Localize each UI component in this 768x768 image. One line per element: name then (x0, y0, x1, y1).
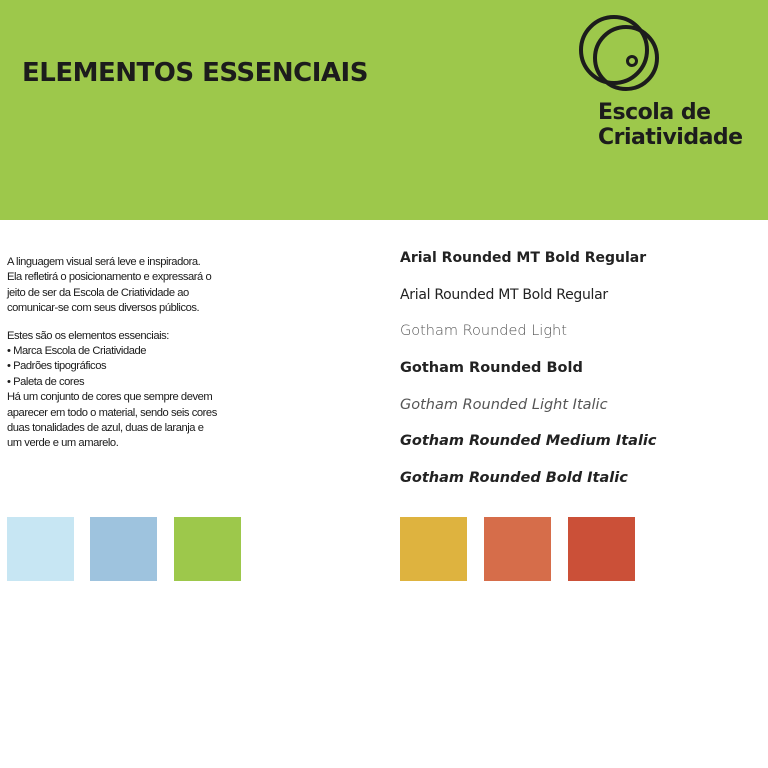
intro-line: duas tonalidades de azul, duas de laranja e (7, 422, 204, 435)
intro-line: • Marca Escola de Criatividade (7, 345, 147, 358)
color-swatch-blue (90, 517, 157, 581)
concentric-circles-logo-icon (576, 12, 666, 96)
logo-line-1: Escola de (598, 100, 711, 125)
font-sample-gotham-light-italic: Gotham Rounded Light Italic (400, 397, 608, 413)
color-swatch-red (568, 517, 635, 581)
intro-line: Há um conjunto de cores que sempre devem (7, 391, 213, 404)
intro-line: jeito de ser da Escola de Criatividade ao (7, 286, 189, 299)
color-swatch-green (174, 517, 241, 581)
intro-line: Ela refletirá o posicionamento e expressará o (7, 271, 212, 284)
intro-line: • Paleta de cores (7, 375, 85, 388)
font-sample-gotham-bold-italic: Gotham Rounded Bold Italic (400, 470, 628, 486)
font-sample-gotham-light: Gotham Rounded Light (400, 323, 567, 339)
font-sample-gotham-medium-italic: Gotham Rounded Medium Italic (400, 433, 657, 449)
logo-line-2: Criatividade (598, 125, 743, 150)
color-swatch-yellow (400, 517, 467, 581)
intro-text (7, 255, 257, 452)
font-sample-arial-rounded-regular: Arial Rounded MT Bold Regular (400, 287, 608, 303)
intro-line: um verde e um amarelo. (7, 437, 119, 450)
intro-line: A linguagem visual será leve e inspiradora. (7, 256, 201, 268)
header-banner (0, 0, 768, 220)
font-sample-arial-rounded-bold: Arial Rounded MT Bold Regular (400, 250, 647, 266)
intro-line: comunicar-se com seus diversos públicos. (7, 302, 200, 315)
color-swatch-light-blue (7, 517, 74, 581)
intro-line: aparecer em todo o material, sendo seis cores (7, 406, 217, 419)
logo-wordmark (598, 100, 743, 150)
font-sample-gotham-bold: Gotham Rounded Bold (400, 360, 583, 376)
intro-line: • Padrões tipográficos (7, 360, 107, 373)
intro-line: Estes são os elementos essenciais: (7, 329, 169, 342)
color-swatch-orange (484, 517, 551, 581)
page-title: ELEMENTOS ESSENCIAIS (22, 58, 368, 88)
